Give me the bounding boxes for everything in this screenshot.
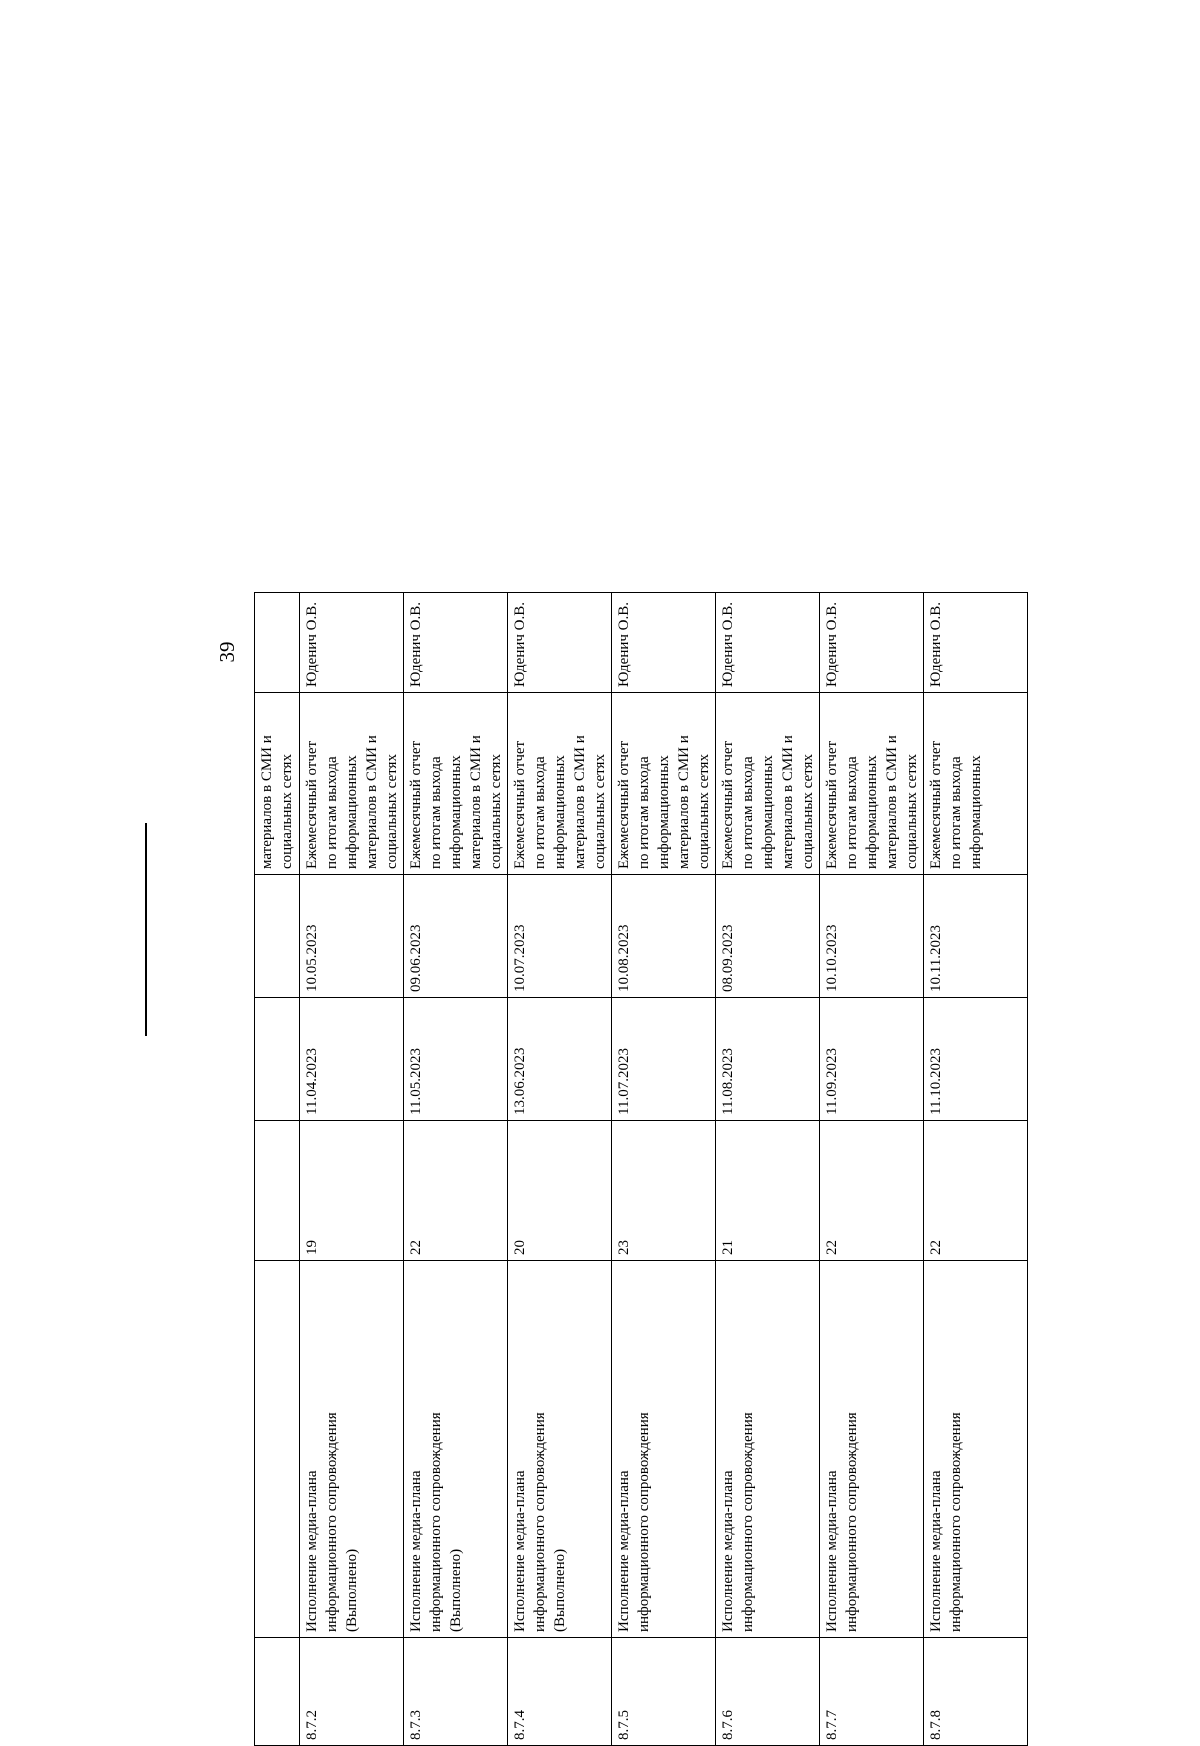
responsible-text: Юденич О.В. (720, 601, 736, 687)
separator-line (145, 823, 147, 1036)
value-text: 22 (928, 1240, 944, 1255)
cell-value (716, 1121, 820, 1261)
page-number: 39 (215, 641, 239, 663)
value-text: 23 (616, 1240, 632, 1255)
start-date-text: 11.04.2023 (304, 1048, 320, 1115)
value-text: 20 (512, 1240, 528, 1255)
cell-value (820, 1121, 924, 1261)
end-date-text: 10.11.2023 (928, 925, 944, 992)
end-date-text: 08.09.2023 (720, 924, 736, 992)
cell-end-date (924, 875, 1028, 998)
table-row (716, 593, 820, 1746)
start-date-text: 11.10.2023 (928, 1048, 944, 1115)
result-text: Ежемесячный отчет по итогам выхода информационных материалов в СМИ и социальных сетях (720, 735, 816, 869)
num-text: 8.7.3 (408, 1710, 424, 1740)
num-text: 8.7.7 (824, 1710, 840, 1740)
result-text: Ежемесячный отчет по итогам выхода информационных материалов в СМИ и социальных сетях (512, 735, 608, 869)
cell-value (255, 1121, 300, 1261)
table-row (404, 593, 508, 1746)
cell-num (716, 1638, 820, 1746)
start-date-text: 11.08.2023 (720, 1048, 736, 1115)
value-text: 22 (824, 1240, 840, 1255)
cell-result (924, 693, 1028, 875)
cell-start-date (404, 998, 508, 1121)
end-date-text: 10.08.2023 (616, 924, 632, 992)
value-text: 22 (408, 1240, 424, 1255)
cell-end-date (612, 875, 716, 998)
num-text: 8.7.5 (616, 1710, 632, 1740)
cell-name (612, 1261, 716, 1638)
num-text: 8.7.8 (928, 1710, 944, 1740)
cell-start-date (924, 998, 1028, 1121)
cell-value (404, 1121, 508, 1261)
cell-start-date (612, 998, 716, 1121)
cell-responsible (924, 593, 1028, 693)
cell-start-date (820, 998, 924, 1121)
cell-name (404, 1261, 508, 1638)
end-date-text: 09.06.2023 (408, 924, 424, 992)
cell-name (255, 1261, 300, 1638)
cell-result (508, 693, 612, 875)
cell-responsible (300, 593, 404, 693)
end-date-text: 10.05.2023 (304, 924, 320, 992)
responsible-text: Юденич О.В. (512, 601, 528, 687)
cell-num (404, 1638, 508, 1746)
cell-result (820, 693, 924, 875)
table-row (820, 593, 924, 1746)
cell-start-date (716, 998, 820, 1121)
cell-num (820, 1638, 924, 1746)
cell-end-date (300, 875, 404, 998)
cell-num (255, 1638, 300, 1746)
cell-value (612, 1121, 716, 1261)
name-text: Исполнение медиа-плана информационного сопровождения (616, 1412, 652, 1632)
result-text: Ежемесячный отчет по итогам выхода информационных материалов в СМИ и социальных сетях (304, 735, 400, 869)
cell-num (612, 1638, 716, 1746)
cell-responsible (716, 593, 820, 693)
cell-value (300, 1121, 404, 1261)
table-row (612, 593, 716, 1746)
cell-responsible (820, 593, 924, 693)
cell-num (924, 1638, 1028, 1746)
start-date-text: 11.09.2023 (824, 1048, 840, 1115)
cell-value (508, 1121, 612, 1261)
cell-name (716, 1261, 820, 1638)
cell-end-date (404, 875, 508, 998)
num-text: 8.7.4 (512, 1710, 528, 1740)
result-text: Ежемесячный отчет по итогам выхода информационных (928, 740, 984, 869)
cell-name (820, 1261, 924, 1638)
cell-start-date (300, 998, 404, 1121)
name-text: Исполнение медиа-плана информационного сопровождения (720, 1412, 756, 1632)
rotated-table-wrapper (254, 593, 999, 1746)
cell-result (404, 693, 508, 875)
name-text: Исполнение медиа-плана информационного сопровождения (Выполнено) (408, 1412, 464, 1632)
responsible-text: Юденич О.В. (408, 601, 424, 687)
result-text: Ежемесячный отчет по итогам выхода информационных материалов в СМИ и социальных сетях (824, 735, 920, 869)
cell-start-date (508, 998, 612, 1121)
cell-responsible (508, 593, 612, 693)
cell-responsible (404, 593, 508, 693)
cell-name (508, 1261, 612, 1638)
responsible-text: Юденич О.В. (824, 601, 840, 687)
table-row (300, 593, 404, 1746)
cell-end-date (820, 875, 924, 998)
start-date-text: 11.07.2023 (616, 1048, 632, 1115)
end-date-text: 10.10.2023 (824, 924, 840, 992)
value-text: 21 (720, 1240, 736, 1255)
result-text: Ежемесячный отчет по итогам выхода информационных материалов в СМИ и социальных сетях (616, 735, 712, 869)
table-row (924, 593, 1028, 1746)
cell-result (300, 693, 404, 875)
cell-start-date (255, 998, 300, 1121)
cell-name (300, 1261, 404, 1638)
cell-end-date (255, 875, 300, 998)
cell-num (300, 1638, 404, 1746)
table-row (508, 593, 612, 1746)
end-date-text: 10.07.2023 (512, 924, 528, 992)
cell-responsible (255, 593, 300, 693)
name-text: Исполнение медиа-плана информационного сопровождения (824, 1412, 860, 1632)
responsible-text: Юденич О.В. (304, 601, 320, 687)
cell-result (716, 693, 820, 875)
num-text: 8.7.6 (720, 1710, 736, 1740)
responsible-text: Юденич О.В. (928, 601, 944, 687)
result-text: Ежемесячный отчет по итогам выхода информационных материалов в СМИ и социальных сетях (408, 735, 504, 869)
plan-table (254, 592, 1028, 1746)
cell-value (924, 1121, 1028, 1261)
start-date-text: 13.06.2023 (512, 1047, 528, 1115)
value-text: 19 (304, 1240, 320, 1255)
cell-name (924, 1261, 1028, 1638)
name-text: Исполнение медиа-плана информационного сопровождения (Выполнено) (512, 1412, 568, 1632)
cell-result (612, 693, 716, 875)
cell-result (255, 693, 300, 875)
num-text: 8.7.2 (304, 1710, 320, 1740)
start-date-text: 11.05.2023 (408, 1048, 424, 1115)
name-text: Исполнение медиа-плана информационного сопровождения (Выполнено) (304, 1412, 360, 1632)
cell-end-date (508, 875, 612, 998)
cell-num (508, 1638, 612, 1746)
cell-end-date (716, 875, 820, 998)
name-text: Исполнение медиа-плана информационного сопровождения (928, 1412, 964, 1632)
cell-responsible (612, 593, 716, 693)
responsible-text: Юденич О.В. (616, 601, 632, 687)
result-text: материалов в СМИ и социальных сетях (259, 735, 295, 869)
continuation-row (255, 593, 300, 1746)
